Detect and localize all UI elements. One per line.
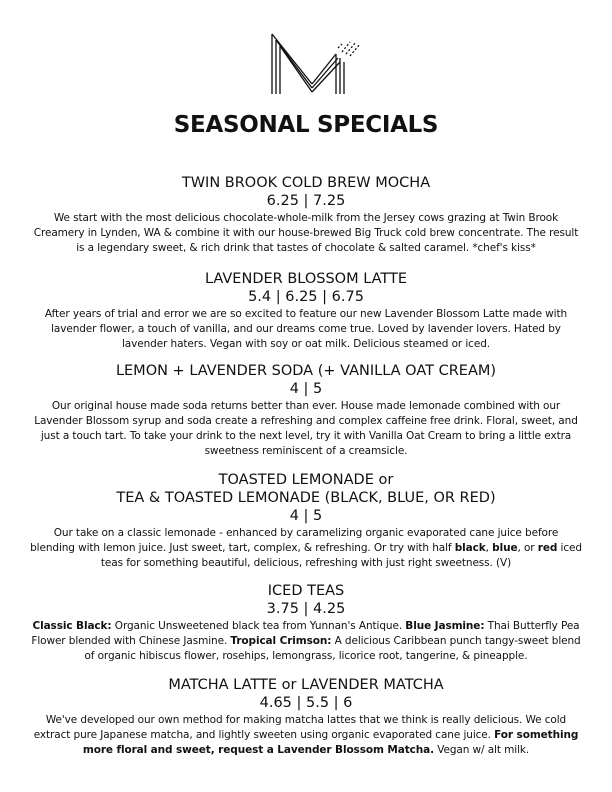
item-name: TOASTED LEMONADE or xyxy=(218,472,394,488)
description-bold-text: red xyxy=(537,542,558,554)
description-bold-text: Tropical Crimson: xyxy=(230,635,332,647)
menu-item xyxy=(30,676,582,758)
item-description xyxy=(30,399,582,459)
item-description xyxy=(30,619,582,664)
item-name: LEMON + LAVENDER SODA (+ VANILLA OAT CREAM) xyxy=(115,363,497,379)
item-price: 4.65 | 5.5 | 6 xyxy=(259,695,353,711)
menu-item xyxy=(30,471,582,571)
item-name: LAVENDER BLOSSOM LATTE xyxy=(204,271,408,287)
description-bold-text: blue xyxy=(492,542,518,554)
item-description xyxy=(30,713,582,758)
item-price: 3.75 | 4.25 xyxy=(266,601,346,617)
item-price: 6.25 | 7.25 xyxy=(266,193,346,209)
description-text: We've developed our own method for making matcha lattes that we think is really delicious. We cold extract pure Japanese matcha, and lightly sweeten using organic evaporated cane juice. xyxy=(33,714,567,741)
item-name: TWIN BROOK COLD BREW MOCHA xyxy=(181,175,431,191)
description-text: Thai Butterfly Pea Flower blended with Chinese Jasmine. xyxy=(31,620,580,647)
item-name-second-line: TEA & TOASTED LEMONADE (BLACK, BLUE, OR RED) xyxy=(116,490,496,506)
menu-item xyxy=(30,362,582,459)
page-title: SEASONAL SPECIALS xyxy=(173,112,439,138)
description-bold-text: For something more floral and sweet, request a Lavender Blossom Matcha. xyxy=(82,729,579,756)
description-text: A delicious Caribbean punch tangy-sweet blend of organic hibiscus flower, rosehips, lemongrass, licorice root, tangerine, & pineapple. xyxy=(84,635,581,662)
description-text: Our original house made soda returns better than ever. House made lemonade combined with our Lavender Blossom syrup and soda create a refreshing and complex caffeine free drink. Floral, sweet, and just a touch tart. To take your drink to the next level, try it with Vanilla Oat Cream to bring a little extra sweetness reminiscent of a creamsicle. xyxy=(34,400,578,457)
item-price: 4 | 5 xyxy=(289,508,323,524)
description-text: Our take on a classic lemonade - enhanced by caramelizing organic evaporated cane juice before blending with lemon juice. Just sweet, tart, complex, & refreshing. Or try with half xyxy=(30,527,559,554)
description-text: After years of trial and error we are so excited to feature our new Lavender Blossom Latte made with lavender flower, a touch of vanilla, and our dreams come true. Loved by lavender lovers. Hated by lavender haters. Vegan with soy or oat milk. Delicious steamed or iced. xyxy=(44,308,568,350)
item-price: 4 | 5 xyxy=(289,381,323,397)
description-text: Organic Unsweetened black tea from Yunnan's Antique. xyxy=(111,620,406,632)
description-text: , xyxy=(485,542,493,554)
menu-item xyxy=(30,270,582,352)
item-price: 5.4 | 6.25 | 6.75 xyxy=(248,289,364,305)
description-text: , or xyxy=(517,542,538,554)
item-name: MATCHA LATTE or LAVENDER MATCHA xyxy=(168,677,444,693)
item-description xyxy=(30,307,582,352)
description-bold-text: Blue Jasmine: xyxy=(405,620,485,632)
item-description xyxy=(30,211,582,256)
description-text: iced teas for something beautiful, delicious, refreshing with just right sweetness. (V) xyxy=(100,542,582,569)
description-bold-text: black xyxy=(454,542,486,554)
description-text: We start with the most delicious chocolate-whole-milk from the Jersey cows grazing at Twin Brook Creamery in Lynden, WA & combine it with our house-brewed Big Truck cold brew concentrate. The result is a legendary sweet, & rich drink that tastes of chocolate & salted caramel. *chef's kiss* xyxy=(33,212,579,254)
item-description xyxy=(30,526,582,571)
M-logo-icon xyxy=(266,30,362,96)
description-bold-text: Classic Black: xyxy=(32,620,112,632)
item-name: ICED TEAS xyxy=(267,583,345,599)
description-text: Vegan w/ alt milk. xyxy=(434,744,530,756)
menu-item xyxy=(30,582,582,664)
menu-item xyxy=(30,174,582,256)
